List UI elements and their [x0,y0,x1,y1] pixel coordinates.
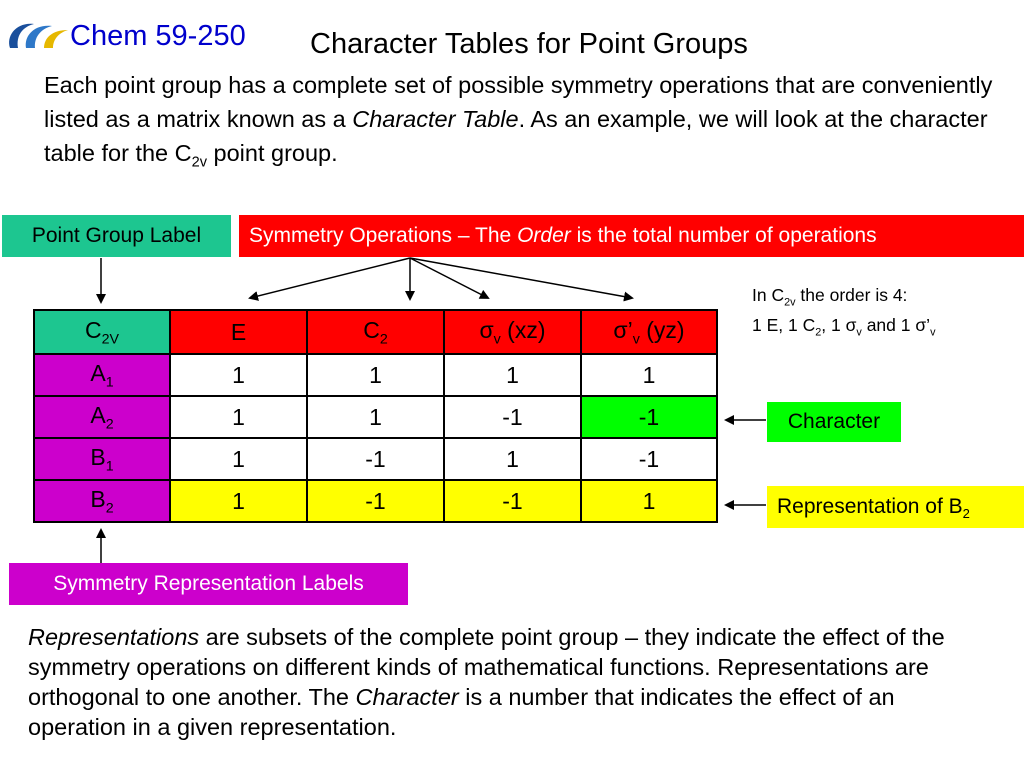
slide-title: Character Tables for Point Groups [310,28,748,60]
intro-paragraph: Each point group has a complete set of possible symmetry operations that are conveniently listed as a matrix known as a Character Table. As an example, we will look at the character table for the $C_{2v}$ point group. [44,72,993,171]
representation-label-cell: $A_2$ [34,396,170,438]
arrow-op-sv [410,258,488,298]
character-cell: 1 [444,354,581,396]
arrow-op-e [250,258,410,298]
symmetry-operations-label-box: Symmetry Operations – The Order is the total number of operations [239,215,1024,257]
operation-e-header: E [170,310,307,354]
character-cell: 1 [170,354,307,396]
point-group-label-box: Point Group Label [2,215,231,257]
character-cell: 1 [444,438,581,480]
character-cell: 1 [307,354,444,396]
character-cell: 1 [307,396,444,438]
point-group-cell: $C_{2V}$ [34,310,170,354]
character-cell: -1 [581,438,717,480]
character-cell: 1 [581,480,717,522]
course-code: Chem 59-250 [70,20,246,52]
arrow-op-svp [410,258,632,298]
character-cell: -1 [444,396,581,438]
character-cell: 1 [170,480,307,522]
character-cell: 1 [170,438,307,480]
character-cell: 1 [170,396,307,438]
operation-sigma-v-xz-header: $\sigma_v$ (xz) [444,310,581,354]
highlighted-character-cell: -1 [581,396,717,438]
representation-label-cell: $A_1$ [34,354,170,396]
character-cell: 1 [581,354,717,396]
order-note: In $C_{2v}$ the order is 4: 1 E, 1 $C_2$, 1 $\sigma_v$ and 1 $\sigma’_v$ [752,285,936,338]
representation-label-cell: $B_1$ [34,438,170,480]
representation-label-box: Representation of $B_2$ [767,486,1024,528]
operation-c2-header: $C_2$ [307,310,444,354]
operation-sigma-v-yz-header: $\sigma’_v$ (yz) [581,310,717,354]
character-cell: -1 [307,438,444,480]
character-label-box: Character [767,402,901,442]
character-cell: -1 [307,480,444,522]
symmetry-representation-labels-box: Symmetry Representation Labels [9,563,408,605]
outro-paragraph: Representations are subsets of the complete point group – they indicate the effect of the symmetry operations on different kinds of mathematical functions. Representations are orthogonal to one another. The Character is a number that indicates the effect of an operation in a given representation. [28,624,945,740]
representation-label-cell: $B_2$ [34,480,170,522]
character-cell: -1 [444,480,581,522]
